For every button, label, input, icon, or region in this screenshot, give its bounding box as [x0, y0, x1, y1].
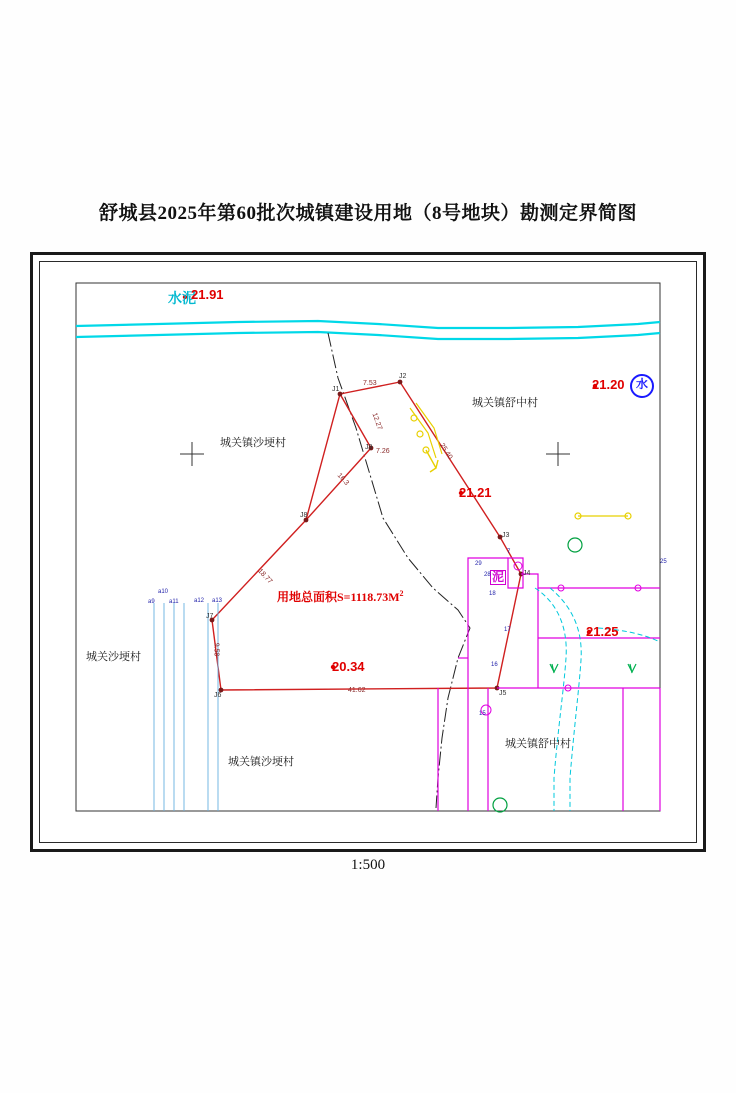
- elevation-label: 20.34: [332, 659, 365, 674]
- label-cement-mid: 泥: [492, 570, 505, 584]
- yellow-feature-lines: [410, 403, 631, 519]
- marker-label: 7: [507, 549, 511, 555]
- distance-label: 18.77: [256, 567, 274, 586]
- parcel-edge-j1-j9: [340, 394, 371, 448]
- point-label-j6: J6: [214, 692, 222, 699]
- elevation-label: 21.21: [459, 485, 492, 500]
- marker-label: 18: [489, 591, 496, 597]
- cadastral-map-svg[interactable]: [38, 258, 698, 846]
- elevation-label: 21.20: [592, 377, 625, 392]
- distance-label: 41.62: [348, 687, 366, 694]
- elevation-label: 21.25: [586, 624, 619, 639]
- point-label-j7: J7: [206, 613, 214, 620]
- marker-label: a12: [194, 598, 205, 604]
- distance-label: 7.26: [376, 448, 390, 455]
- cement-road-line-upper: [76, 321, 660, 328]
- elevation-label: 21.91: [191, 287, 224, 302]
- village-label: 城关沙埂村: [86, 651, 141, 663]
- marker-label: a9: [148, 599, 155, 605]
- village-label: 城关镇舒中村: [472, 397, 538, 409]
- boundary-point-markers: [210, 380, 524, 693]
- point-label-j2: J2: [399, 373, 407, 380]
- ditch-dashed-lines: [535, 588, 660, 811]
- map-drawing-area[interactable]: [38, 258, 698, 846]
- point-label-j9: J9: [365, 444, 373, 451]
- distance-label: 7.53: [363, 380, 377, 387]
- label-cement-left: 水泥: [168, 292, 196, 307]
- village-label: 城关镇沙埂村: [228, 756, 294, 768]
- admin-boundary-dashdot: [328, 333, 470, 808]
- marker-label: 17: [504, 627, 511, 633]
- distance-label: 16.3: [335, 472, 350, 487]
- village-label: 城关镇沙埂村: [220, 437, 286, 449]
- magenta-parcel-lines: [438, 558, 660, 811]
- village-label: 城关镇舒中村: [505, 738, 571, 750]
- marker-label: 15: [479, 711, 486, 717]
- point-label-j8: J8: [300, 512, 308, 519]
- map-scale-label: 1:500: [350, 857, 386, 873]
- parcel-boundary-polygon: [212, 382, 521, 690]
- point-label-j1: J1: [332, 386, 340, 393]
- marker-label: a13: [212, 598, 223, 604]
- marker-label: 29: [475, 561, 482, 567]
- marker-label: 16: [491, 662, 498, 668]
- parcel-area-superscript: 2: [399, 589, 404, 598]
- parcel-area-text: 用地总面积S=1118.73M: [277, 590, 400, 604]
- distance-label: 9.58: [212, 642, 220, 657]
- marker-label: 28: [484, 572, 491, 578]
- point-label-j4: J4: [523, 570, 531, 577]
- grass-symbols: [550, 664, 636, 673]
- marker-label: 25: [660, 559, 667, 565]
- point-label-j3: J3: [502, 532, 510, 539]
- parcel-area-label: [277, 588, 404, 605]
- field-strip-lines: [154, 603, 218, 811]
- elevation-point-dots: [183, 295, 597, 669]
- marker-label: a10: [158, 589, 169, 595]
- distance-label: 25.40: [438, 442, 454, 461]
- yellow-arrow: [426, 450, 438, 472]
- distance-label: 12.27: [370, 412, 384, 431]
- cement-road-line-lower: [76, 332, 660, 339]
- marker-label: a11: [169, 599, 179, 605]
- page-title: 舒城县2025年第60批次城镇建设用地（8号地块）勘测定界简图: [98, 203, 637, 224]
- water-badge-icon: 水: [630, 374, 654, 398]
- point-label-j5: J5: [499, 690, 507, 697]
